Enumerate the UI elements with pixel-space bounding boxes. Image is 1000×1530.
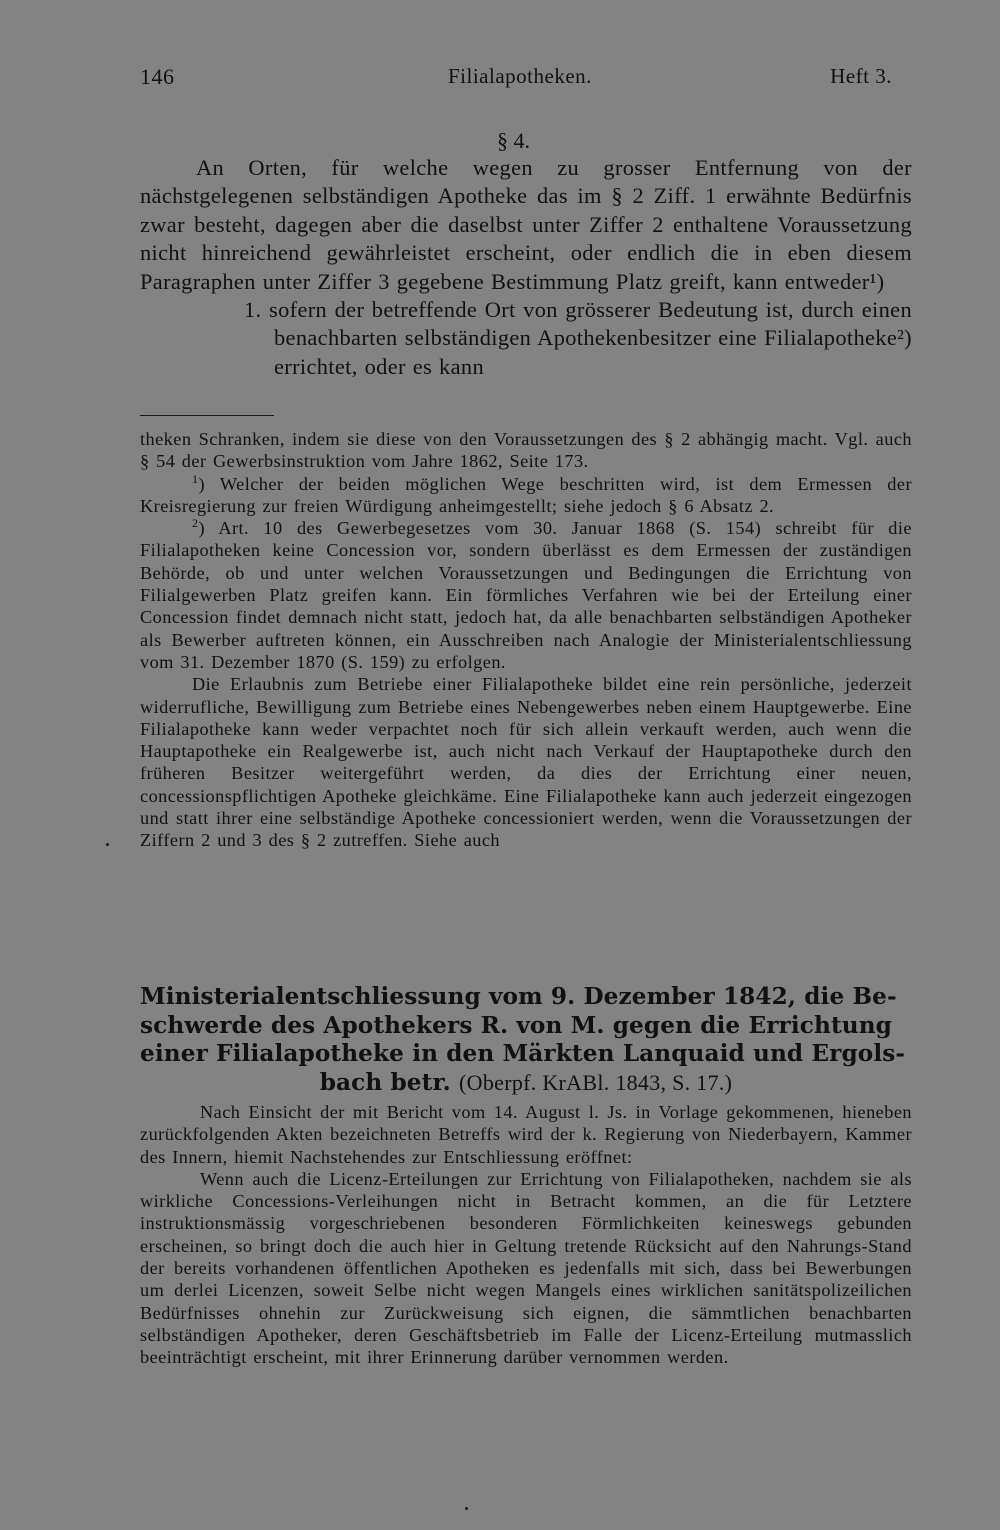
issue-label: Heft 3. — [830, 64, 892, 88]
footnote-2 — [140, 517, 912, 673]
list-item-1: 1. sofern der betreffende Ort von grösserer Bedeutung ist, durch einen benachbarten selbständigen Apothekenbesitzer eine Filialapotheke²) errichtet, oder es kann — [244, 297, 912, 379]
decree-body — [140, 1101, 912, 1369]
heading-line-4-bold: bach betr. — [319, 1068, 451, 1096]
margin-mark — [106, 843, 109, 846]
footnote-continuation: theken Schranken, indem sie diese von den Voraussetzungen des § 2 abhängig macht. Vgl. auch § 54 der Gewerbsinstruktion vom Jahre 1862, Seite 173. — [140, 429, 912, 472]
decree-heading — [140, 983, 912, 1097]
heading-line-4 — [140, 1069, 912, 1098]
page-number: 146 — [140, 64, 175, 89]
footnote-separator — [140, 415, 274, 416]
page-header — [140, 64, 892, 94]
footnote-1-marker: 1 — [192, 471, 199, 486]
section-number: § 4. — [497, 128, 530, 153]
heading-line-3: einer Filialapotheke in den Märkten Lanquaid und Ergols- — [140, 1040, 906, 1068]
running-title: Filialapotheken. — [448, 64, 592, 88]
footnote-2-paragraph-2: Die Erlaubnis zum Betriebe einer Filialapotheke bildet eine rein persönliche, jederzeit widerrufliche, Bewilligung zum Betriebe eines Nebengewerbes neben einem Hauptgewerbe. Eine Filialapotheke kann weder verpachtet noch für sich allein verkauft werden, auch wenn die Hauptapotheke ein Realgewerbe ist, auch nicht nach Verkauf der Hauptapotheke durch den früheren Besitzer weitergeführt werden, da dies der Errichtung einer neuen, concessionspflichtigen Apotheke gleichkäme. Eine Filialapotheke kann auch jederzeit eingezogen und statt ihrer eine selbständige Apotheke concessioniert werden, wenn die Voraussetzungen der Ziffern 2 und 3 des § 2 zutreffen. Siehe auch — [140, 674, 912, 851]
section-paragraph: An Orten, für welche wegen zu grosser Entfernung von der nächstgelegenen selbständigen Apotheke das im § 2 Ziff. 1 erwähnte Bedürfnis zwar besteht, dagegen aber die daselbst unter Ziffer 2 enthaltene Voraussetzung nicht hinreichend gewährleistet erscheint, oder endlich die in eben diesem Paragraphen unter Ziffer 3 gegebene Bestimmung Platz greift, kann entweder¹) — [140, 155, 912, 294]
footnote-1-text: ) Welcher der beiden möglichen Wege beschritten wird, ist dem Ermessen der Kreisregierung zur freien Würdigung anheimgestellt; siehe jedoch § 6 Absatz 2. — [140, 473, 912, 516]
bottom-mark — [465, 1507, 468, 1510]
footnote-2-text: ) Art. 10 des Gewerbegesetzes vom 30. Januar 1868 (S. 154) schreibt für die Filialapotheken keine Concession vor, sondern überlässt es dem Ermessen der zuständigen Behörde, ob und unter welchen Voraussetzungen und Bedingungen die Errichtung von Filialgewerben Platz greifen kann. Ein förmliches Verfahren wie bei der Erteilung einer Concession findet demnach nicht statt, jedoch hat, da alle benachbarten selbständigen Apotheker als Bewerber auftreten können, ein Ausschreiben nach Analogie der Ministerialentschliessung vom 31. Dezember 1870 (S. 159) zu erfolgen. — [140, 518, 912, 672]
heading-line-1: Ministerialentschliessung vom 9. Dezember 1842, die Be- — [140, 983, 897, 1010]
footnote-2-marker: 2 — [192, 516, 199, 531]
heading-line-2: schwerde des Apothekers R. von M. gegen die Errichtung — [140, 1011, 892, 1039]
decree-paragraph-1: Nach Einsicht der mit Bericht vom 14. August l. Js. in Vorlage gekommenen, hieneben zurückfolgenden Akten bezeichneten Betreffs wird der k. Regierung von Niederbayern, Kammer des Innern, hiemit Nachstehendes zur Entschliessung eröffnet: — [140, 1102, 912, 1167]
decree-paragraph-2: Wenn auch die Licenz-Erteilungen zur Errichtung von Filialapotheken, nachdem sie als wirkliche Concessions-Verleihungen nicht in Betracht kommen, an die für Letztere instruktionsmässig vorgeschriebenen besonderen Förmlichkeiten keineswegs gebunden erscheinen, so bringt doch die auch hier in Geltung tretende Rücksicht auf den Nahrungs-Stand der bereits vorhandenen öffentlichen Apotheken es jedenfalls mit sich, dass bei Bewerbungen um derlei Licenzen, soweit Selbe nicht wegen Mangels eines wirklichen sanitätspolizeilichen Bedürfnisses ohnehin zur Zurückweisung sich eignen, die sämmtlichen benachbarten selbständigen Apotheker, deren Geschäftsbetrieb im Falle der Licenz-Erteilung mutmasslich beeinträchtigt erscheint, mit ihrer Erinnerung darüber vernommen werden. — [140, 1168, 912, 1368]
heading-citation: (Oberpf. KrABl. 1843, S. 17.) — [459, 1069, 733, 1095]
footnote-1 — [140, 473, 912, 518]
main-text — [140, 154, 912, 381]
footnotes — [140, 428, 912, 852]
